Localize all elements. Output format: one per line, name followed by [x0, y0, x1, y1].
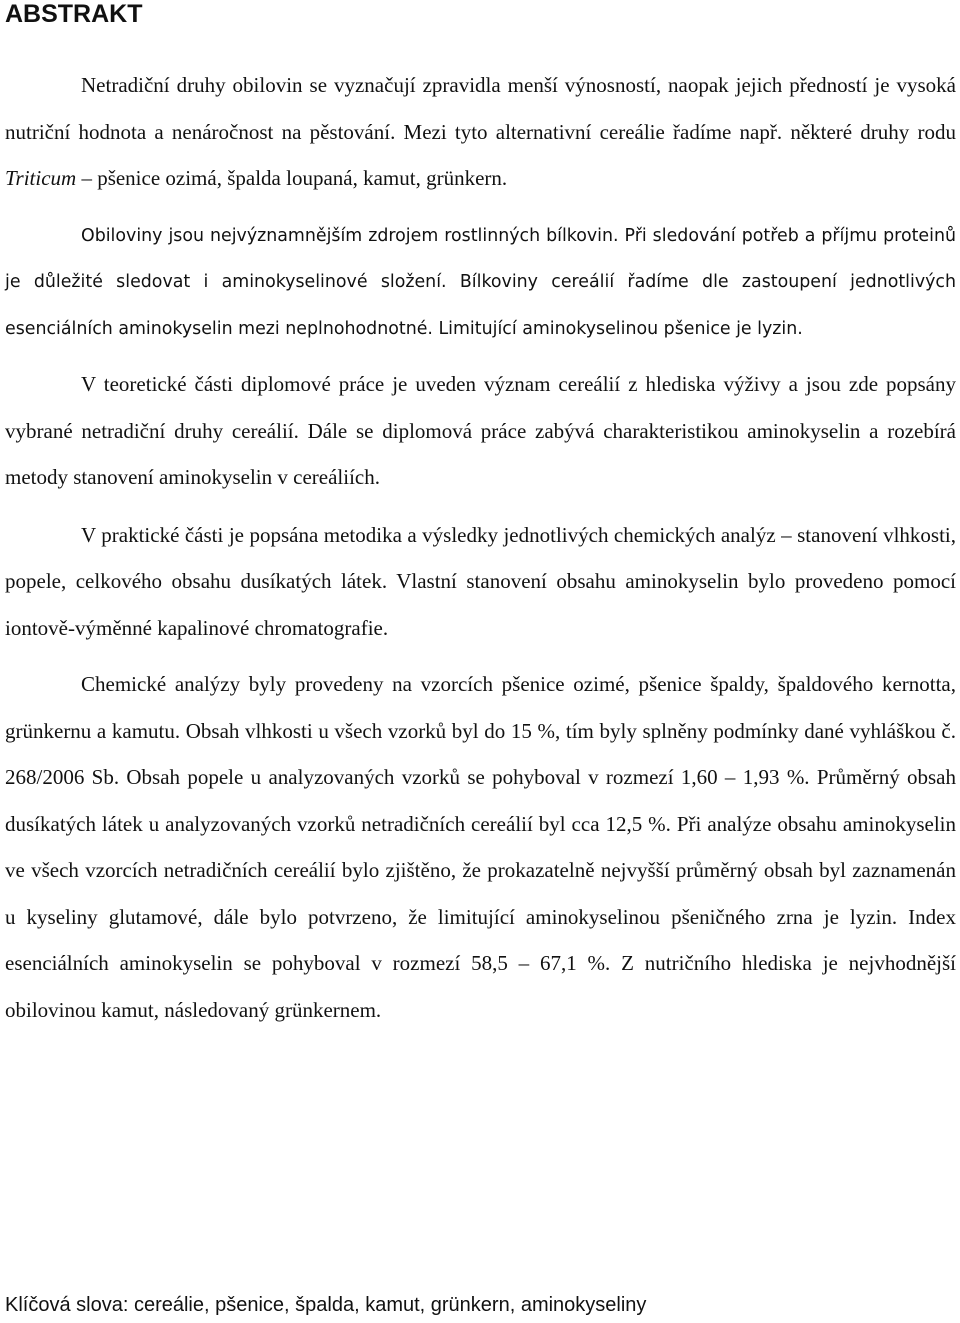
keywords-line: Klíčová slova: cereálie, pšenice, špalda, kamut, grünkern, aminokyseliny [5, 1294, 647, 1316]
paragraph-intro-text-b: – pšenice ozimá, špalda loupaná, kamut, grünkern. [76, 166, 508, 190]
paragraph-proteins: Obiloviny jsou nejvýznamnějším zdrojem rostlinných bílkovin. Při sledování potřeb a příjmu proteinů je důležité sledovat i aminokyselinové složení. Bílkoviny cereálií řadíme dle zastoupení jednotlivých esenciálních aminokyselin mezi neplnohodnotné. Limitující aminokyselinou pšenice je lyzin. [5, 225, 956, 339]
abstract-heading: ABSTRAKT [5, 0, 143, 28]
paragraph-intro [5, 62, 956, 202]
paragraph-practice: V praktické části je popsána metodika a výsledky jednotlivých chemických analýz – stanovení vlhkosti, popele, celkového obsahu dusíkatých látek. Vlastní stanovení obsahu aminokyselin bylo provedeno pomocí iontově-výměnné kapalinové chromatografie. [5, 522, 956, 640]
abstract-page [5, 0, 956, 1316]
genus-name-italic: Triticum [5, 166, 77, 190]
paragraph-results: Chemické analýzy byly provedeny na vzorcích pšenice ozimé, pšenice špaldy, špaldového kernotta, grünkernu a kamutu. Obsah vlhkosti u všech vzorků byl do 15 %, tím byly splněny podmínky dané vyhláškou č. 268/2006 Sb. Obsah popele u analyzovaných vzorků se pohyboval v rozmezí 1,60 – 1,93 %. Průměrný obsah dusíkatých látek u analyzovaných vzorků netradičních cereálií byl cca 12,5 %. Při analýze obsahu aminokyselin ve všech vzorcích netradičních cereálií bylo zjištěno, že prokazatelně nejvyšší průměrný obsah byl zaznamenán u kyseliny glutamové, dále bylo potvrzeno, že limitující aminokyselinou pšeničného zrna je lyzin. Index esenciálních aminokyselin se pohyboval v rozmezí 58,5 – 67,1 %. Z nutričního hlediska je nejvhodnější obilovinou kamut, následovaný grünkernem. [5, 672, 956, 1022]
paragraph-intro-text-a: Netradiční druhy obilovin se vyznačují zpravidla menší výnosností, naopak jejich předností je vysoká nutriční hodnota a nenáročnost na pěstování. Mezi tyto alternativní cereálie řadíme např. některé druhy rodu [5, 73, 956, 144]
paragraph-theory: V teoretické části diplomové práce je uveden význam cereálií z hlediska výživy a jsou zde popsány vybrané netradiční druhy cereálií. Dále se diplomová práce zabývá charakteristikou aminokyselin a rozebírá metody stanovení aminokyselin v cereáliích. [5, 372, 956, 489]
